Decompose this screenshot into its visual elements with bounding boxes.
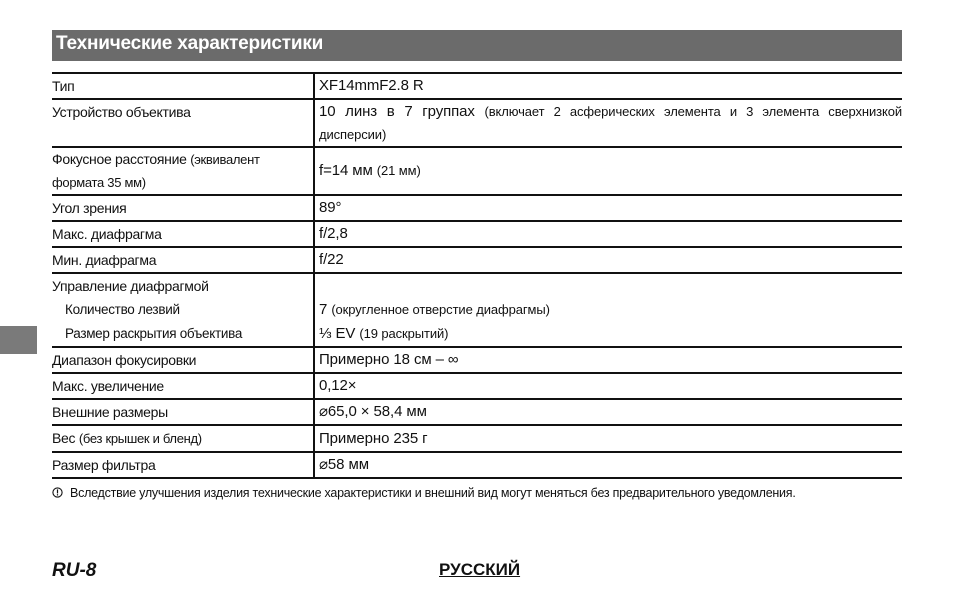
footnote — [52, 486, 912, 500]
table-row — [52, 73, 902, 99]
spec-value: Примерно 18 см – ∞ — [314, 347, 902, 373]
footnote-text: Вследствие улучшения изделия технические характеристики и внешний вид могут меняться без предварительного уведомления. — [70, 486, 796, 500]
spec-value-main: ⅓ EV — [319, 325, 356, 342]
spec-value-note: (21 мм) — [376, 163, 421, 178]
caution-icon — [52, 486, 70, 500]
table-row — [52, 99, 902, 147]
spec-sublabel: Размер раскрытия объектива — [65, 326, 243, 341]
specifications-table — [52, 72, 902, 479]
spec-value: ⌀65,0 × 58,4 мм — [314, 399, 902, 425]
spec-label-main: Фокусное расстояние — [52, 151, 187, 167]
spec-value-note: (включает 2 асферических элемента и 3 элемента сверхнизкой дисперсии) — [319, 104, 902, 142]
table-row — [52, 195, 902, 221]
spec-value — [314, 99, 902, 147]
spec-value: XF14mmF2.8 R — [314, 73, 902, 99]
spec-sublabel: Количество лезвий — [65, 302, 180, 317]
spec-value: f/22 — [314, 247, 902, 273]
spec-value-group — [314, 273, 902, 347]
spec-label: Диапазон фокусировки — [52, 347, 314, 373]
language-label: РУССКИЙ — [439, 560, 521, 579]
spec-label: Управление диафрагмой — [52, 278, 209, 294]
spec-label: Тип — [52, 73, 314, 99]
table-row — [52, 373, 902, 399]
spec-label — [52, 147, 314, 195]
spec-value-main: 7 — [319, 301, 328, 318]
spec-label-note: (эквивалент формата 35 мм) — [52, 152, 260, 190]
spec-label: Мин. диафрагма — [52, 247, 314, 273]
page-title: Технические характеристики — [56, 33, 324, 54]
spec-value-note: (19 раскрытий) — [359, 326, 449, 341]
spec-value-main: f=14 мм — [319, 162, 373, 179]
table-row — [52, 347, 902, 373]
spec-label-group — [52, 273, 314, 347]
spec-label — [52, 425, 314, 452]
spec-label: Макс. увеличение — [52, 373, 314, 399]
spec-value-main: 10 линз в 7 группах — [319, 103, 475, 120]
spec-value: f/2,8 — [314, 221, 902, 247]
spec-label: Размер фильтра — [52, 452, 314, 478]
spec-value: ⌀58 мм — [314, 452, 902, 478]
spec-value — [314, 147, 902, 195]
table-row — [52, 452, 902, 478]
table-row — [52, 147, 902, 195]
spec-label-main: Вес — [52, 430, 76, 446]
spec-value: 0,12× — [314, 373, 902, 399]
spec-value: 89° — [314, 195, 902, 221]
table-row — [52, 425, 902, 452]
table-row — [52, 247, 902, 273]
table-row — [52, 399, 902, 425]
spec-value: Примерно 235 г — [314, 425, 902, 452]
spec-label-note: (без крышек и бленд) — [78, 431, 202, 446]
spec-label: Макс. диафрагма — [52, 221, 314, 247]
table-row — [52, 273, 902, 347]
side-section-tab — [0, 326, 37, 354]
section-title-bar — [52, 30, 902, 61]
table-row — [52, 221, 902, 247]
page-number: RU-8 — [52, 560, 97, 581]
spec-value-note: (округленное отверстие диафрагмы) — [331, 302, 550, 317]
spec-label: Устройство объектива — [52, 99, 314, 147]
spec-label: Угол зрения — [52, 195, 314, 221]
spec-label: Внешние размеры — [52, 399, 314, 425]
